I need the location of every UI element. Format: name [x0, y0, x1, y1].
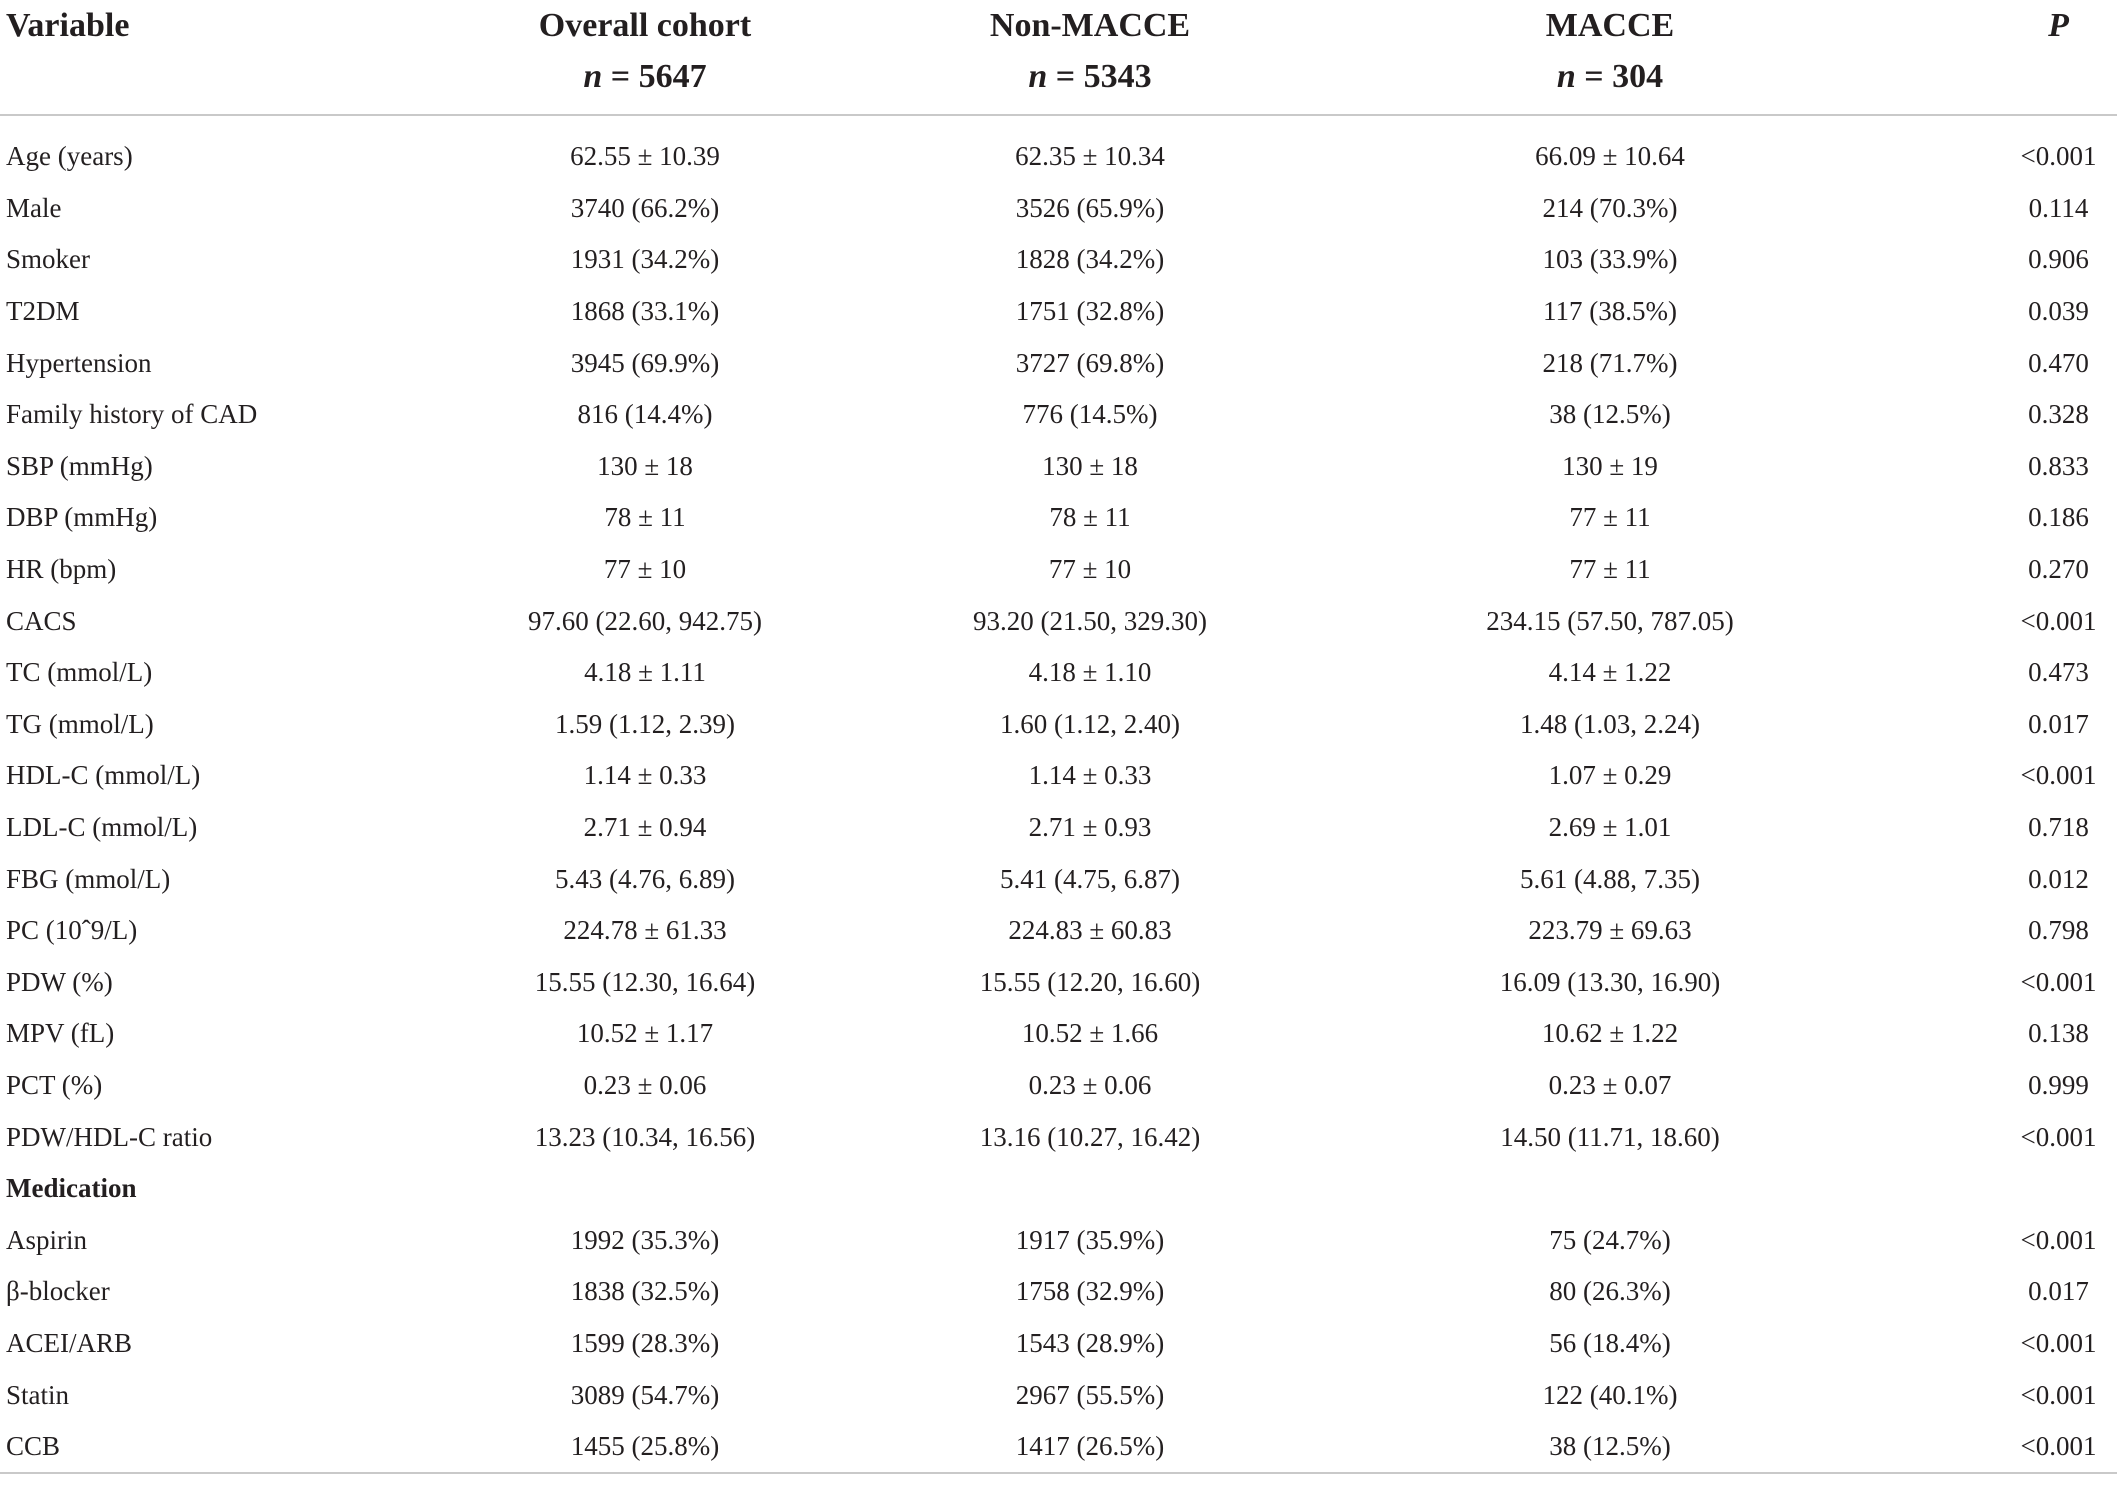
cell-macce: 77 ± 11	[1569, 502, 1651, 533]
table-row	[0, 750, 2117, 802]
cell-p-value: <0.001	[2020, 1379, 2097, 1410]
cell-non-macce: 13.16 (10.27, 16.42)	[979, 1121, 1201, 1152]
cell-overall-cohort: 15.55 (12.30, 16.64)	[534, 966, 756, 997]
header-row	[0, 0, 2117, 115]
table-row	[0, 286, 2117, 338]
cell-non-macce: 1417 (26.5%)	[820, 1421, 1360, 1474]
table-row	[0, 802, 2117, 854]
cell-macce: 0.23 ± 0.07	[1548, 1069, 1672, 1100]
cell-variable: CACS	[6, 605, 77, 636]
cell-p-value: 0.017	[2028, 1276, 2089, 1307]
cell-overall-cohort: 1.14 ± 0.33	[583, 760, 707, 791]
cell-macce: 130 ± 19	[1562, 450, 1658, 481]
cell-non-macce: 3526 (65.9%)	[1015, 192, 1165, 223]
cell-overall-cohort: 3740 (66.2%)	[570, 192, 720, 223]
cell-overall-cohort: 3089 (54.7%)	[570, 1379, 720, 1410]
cell-overall-cohort: 1838 (32.5%)	[570, 1276, 720, 1307]
table-row	[0, 131, 2117, 183]
header-variable	[0, 0, 470, 115]
cell-variable: TC (mmol/L)	[6, 657, 153, 688]
cell-p-value: 0.270	[2028, 554, 2089, 585]
header-non-macce-n-symbol: n	[1028, 58, 1048, 95]
table-row	[0, 389, 2117, 441]
cell-p-value: <0.001	[2020, 141, 2097, 172]
cell-non-macce: 1758 (32.9%)	[1015, 1276, 1165, 1307]
cell-variable: Statin	[6, 1379, 70, 1410]
cell-variable: PC (10ˆ9/L)	[6, 915, 138, 946]
table-row	[0, 1266, 2117, 1318]
cell-non-macce: 5.41 (4.75, 6.87)	[1000, 863, 1180, 894]
cell-macce: 38 (12.5%)	[1360, 1421, 1860, 1474]
cell-variable: MPV (fL)	[6, 1018, 115, 1049]
cell-p-value: <0.001	[2020, 1121, 2097, 1152]
header-overall-label: Overall cohort	[538, 7, 752, 44]
cell-p-value: 0.473	[2028, 657, 2089, 688]
cell-non-macce: 1.60 (1.12, 2.40)	[1000, 708, 1180, 739]
cell-macce: 16.09 (13.30, 16.90)	[1499, 966, 1721, 997]
cell-p-value: 0.833	[2028, 450, 2089, 481]
cell-p-value: 0.999	[2028, 1069, 2089, 1100]
section-label: Medication	[6, 1173, 137, 1204]
cell-macce: 214 (70.3%)	[1542, 192, 1678, 223]
cell-p-value: <0.001	[2020, 966, 2097, 997]
cell-overall-cohort: 97.60 (22.60, 942.75)	[528, 605, 762, 636]
cell-macce: 10.62 ± 1.22	[1541, 1018, 1679, 1049]
cell-non-macce	[820, 1163, 1360, 1215]
table-row	[0, 905, 2117, 957]
cell-non-macce: 224.83 ± 60.83	[1008, 915, 1172, 946]
header-non-macce	[820, 0, 1360, 115]
cell-p-value: 0.138	[2028, 1018, 2089, 1049]
cell-non-macce: 4.18 ± 1.10	[1028, 657, 1152, 688]
cell-non-macce: 1543 (28.9%)	[1015, 1327, 1165, 1358]
cell-overall-cohort: 1455 (25.8%)	[470, 1421, 820, 1474]
header-overall-n-value: = 5647	[602, 58, 707, 95]
cell-variable: CCB	[0, 1421, 470, 1474]
cell-overall-cohort: 1599 (28.3%)	[570, 1327, 720, 1358]
cell-variable: PCT (%)	[6, 1069, 103, 1100]
cell-macce: 75 (24.7%)	[1549, 1224, 1671, 1255]
cell-overall-cohort: 1992 (35.3%)	[570, 1224, 720, 1255]
cell-p-value: 0.470	[2028, 347, 2089, 378]
cell-overall-cohort: 4.18 ± 1.11	[584, 657, 706, 688]
header-overall-n-symbol: n	[583, 58, 603, 95]
table-row	[0, 1008, 2117, 1060]
cell-p-value: 0.114	[2028, 192, 2089, 223]
cell-non-macce: 2967 (55.5%)	[1015, 1379, 1165, 1410]
header-spacer	[0, 115, 2117, 131]
cell-variable: FBG (mmol/L)	[6, 863, 171, 894]
cell-macce: 103 (33.9%)	[1542, 244, 1678, 275]
cell-macce: 5.61 (4.88, 7.35)	[1520, 863, 1700, 894]
header-macce-n-symbol: n	[1556, 58, 1576, 95]
table-row	[0, 1111, 2117, 1163]
cell-variable: Family history of CAD	[6, 399, 258, 430]
table-row	[0, 595, 2117, 647]
cell-overall-cohort	[470, 1163, 820, 1215]
cell-p-value: 0.186	[2028, 502, 2089, 533]
cell-macce: 1.07 ± 0.29	[1548, 760, 1672, 791]
cell-variable: LDL-C (mmol/L)	[6, 812, 198, 843]
cell-overall-cohort: 224.78 ± 61.33	[563, 915, 727, 946]
cell-variable: SBP (mmHg)	[6, 450, 153, 481]
cell-macce: 38 (12.5%)	[1549, 399, 1671, 430]
cell-macce: 223.79 ± 69.63	[1528, 915, 1692, 946]
cell-p-value: <0.001	[2020, 1327, 2097, 1358]
table-row	[0, 1318, 2117, 1370]
cell-overall-cohort: 10.52 ± 1.17	[576, 1018, 714, 1049]
cell-non-macce: 1751 (32.8%)	[1015, 296, 1165, 327]
section-header-row	[0, 1163, 2117, 1215]
table-row	[0, 699, 2117, 751]
header-overall-cohort	[470, 0, 820, 115]
header-non-macce-n	[820, 51, 1360, 102]
cell-macce: 218 (71.7%)	[1542, 347, 1678, 378]
cell-macce: 122 (40.1%)	[1542, 1379, 1678, 1410]
table-header	[0, 0, 2117, 115]
cell-overall-cohort: 2.71 ± 0.94	[583, 812, 707, 843]
cell-macce: 4.14 ± 1.22	[1548, 657, 1672, 688]
cell-macce: 66.09 ± 10.64	[1535, 141, 1685, 172]
table-row	[0, 234, 2117, 286]
cell-macce: 117 (38.5%)	[1543, 296, 1677, 327]
cell-non-macce: 62.35 ± 10.34	[1015, 141, 1165, 172]
table-row	[0, 441, 2117, 493]
cell-macce: 1.48 (1.03, 2.24)	[1520, 708, 1700, 739]
cell-variable: Age (years)	[6, 141, 133, 172]
cell-p-value: <0.001	[2020, 1224, 2097, 1255]
cell-p-value: <0.001	[2020, 605, 2097, 636]
cell-macce: 80 (26.3%)	[1549, 1276, 1671, 1307]
cell-variable: PDW/HDL-C ratio	[6, 1121, 213, 1152]
header-macce	[1360, 0, 1860, 115]
cell-p-value: <0.001	[1860, 1421, 2117, 1474]
cell-non-macce: 1828 (34.2%)	[1015, 244, 1165, 275]
cell-p-value: 0.017	[2028, 708, 2089, 739]
cell-variable: HR (bpm)	[6, 554, 117, 585]
cell-overall-cohort: 78 ± 11	[604, 502, 686, 533]
cell-variable: Aspirin	[6, 1224, 87, 1255]
cell-p-value	[1860, 1163, 2117, 1215]
cell-non-macce: 2.71 ± 0.93	[1028, 812, 1152, 843]
cell-macce: 77 ± 11	[1569, 554, 1651, 585]
header-non-macce-label: Non-MACCE	[989, 7, 1191, 44]
cell-variable: PDW (%)	[6, 966, 113, 997]
cell-variable: β-blocker	[6, 1276, 110, 1307]
cell-macce: 234.15 (57.50, 787.05)	[1486, 605, 1734, 636]
cell-non-macce: 93.20 (21.50, 329.30)	[973, 605, 1207, 636]
cell-variable: TG (mmol/L)	[6, 708, 154, 739]
cell-non-macce: 0.23 ± 0.06	[1028, 1069, 1152, 1100]
cell-non-macce: 1.14 ± 0.33	[1028, 760, 1152, 791]
header-p-value	[1860, 0, 2117, 115]
header-non-macce-n-value: = 5343	[1047, 58, 1152, 95]
header-macce-n-value: = 304	[1575, 58, 1664, 95]
cell-non-macce: 1917 (35.9%)	[1015, 1224, 1165, 1255]
header-overall-n	[470, 51, 820, 102]
cell-overall-cohort: 77 ± 10	[603, 554, 687, 585]
table-row	[0, 1421, 2117, 1474]
header-macce-n	[1360, 51, 1860, 102]
cell-p-value: 0.906	[2028, 244, 2089, 275]
cell-overall-cohort: 1868 (33.1%)	[570, 296, 720, 327]
table-row	[0, 492, 2117, 544]
cell-overall-cohort: 0.23 ± 0.06	[583, 1069, 707, 1100]
cell-overall-cohort: 3945 (69.9%)	[570, 347, 720, 378]
cell-p-value: 0.012	[2028, 863, 2089, 894]
cell-variable: DBP (mmHg)	[6, 502, 158, 533]
cell-non-macce: 776 (14.5%)	[1022, 399, 1158, 430]
header-variable-label: Variable	[6, 7, 130, 44]
cell-non-macce: 78 ± 11	[1049, 502, 1131, 533]
cell-non-macce: 130 ± 18	[1042, 450, 1138, 481]
cell-p-value: 0.718	[2028, 812, 2089, 843]
header-macce-label: MACCE	[1545, 7, 1675, 44]
table-row	[0, 1369, 2117, 1421]
cell-macce: 14.50 (11.71, 18.60)	[1500, 1121, 1720, 1152]
cell-variable: ACEI/ARB	[6, 1327, 133, 1358]
cell-variable: Smoker	[6, 244, 90, 275]
cell-macce: 2.69 ± 1.01	[1548, 812, 1672, 843]
cell-overall-cohort: 816 (14.4%)	[577, 399, 713, 430]
table-row	[0, 957, 2117, 1009]
cell-non-macce: 77 ± 10	[1048, 554, 1132, 585]
cell-overall-cohort: 1.59 (1.12, 2.39)	[555, 708, 735, 739]
cell-overall-cohort: 13.23 (10.34, 16.56)	[534, 1121, 756, 1152]
cell-p-value: 0.039	[2028, 296, 2089, 327]
cell-overall-cohort: 62.55 ± 10.39	[570, 141, 720, 172]
cell-p-value: 0.798	[2028, 915, 2089, 946]
cell-p-value: 0.328	[2028, 399, 2089, 430]
cell-overall-cohort: 130 ± 18	[597, 450, 693, 481]
table-body	[0, 115, 2117, 1473]
table-row	[0, 183, 2117, 235]
table-row	[0, 544, 2117, 596]
cell-variable: HDL-C (mmol/L)	[6, 760, 201, 791]
cell-macce	[1360, 1163, 1860, 1215]
cell-non-macce: 3727 (69.8%)	[1015, 347, 1165, 378]
cell-p-value: <0.001	[2020, 760, 2097, 791]
cell-variable: Hypertension	[6, 347, 152, 378]
cell-overall-cohort: 1931 (34.2%)	[570, 244, 720, 275]
cell-macce: 56 (18.4%)	[1549, 1327, 1671, 1358]
cell-non-macce: 10.52 ± 1.66	[1021, 1018, 1159, 1049]
table-row	[0, 337, 2117, 389]
table-row	[0, 853, 2117, 905]
cell-overall-cohort: 5.43 (4.76, 6.89)	[555, 863, 735, 894]
cell-non-macce: 15.55 (12.20, 16.60)	[979, 966, 1201, 997]
cell-variable: Male	[6, 192, 62, 223]
table-row	[0, 647, 2117, 699]
cell-variable: T2DM	[6, 296, 80, 327]
table-row	[0, 1060, 2117, 1112]
header-p-label: P	[2048, 7, 2069, 44]
table-row	[0, 1214, 2117, 1266]
